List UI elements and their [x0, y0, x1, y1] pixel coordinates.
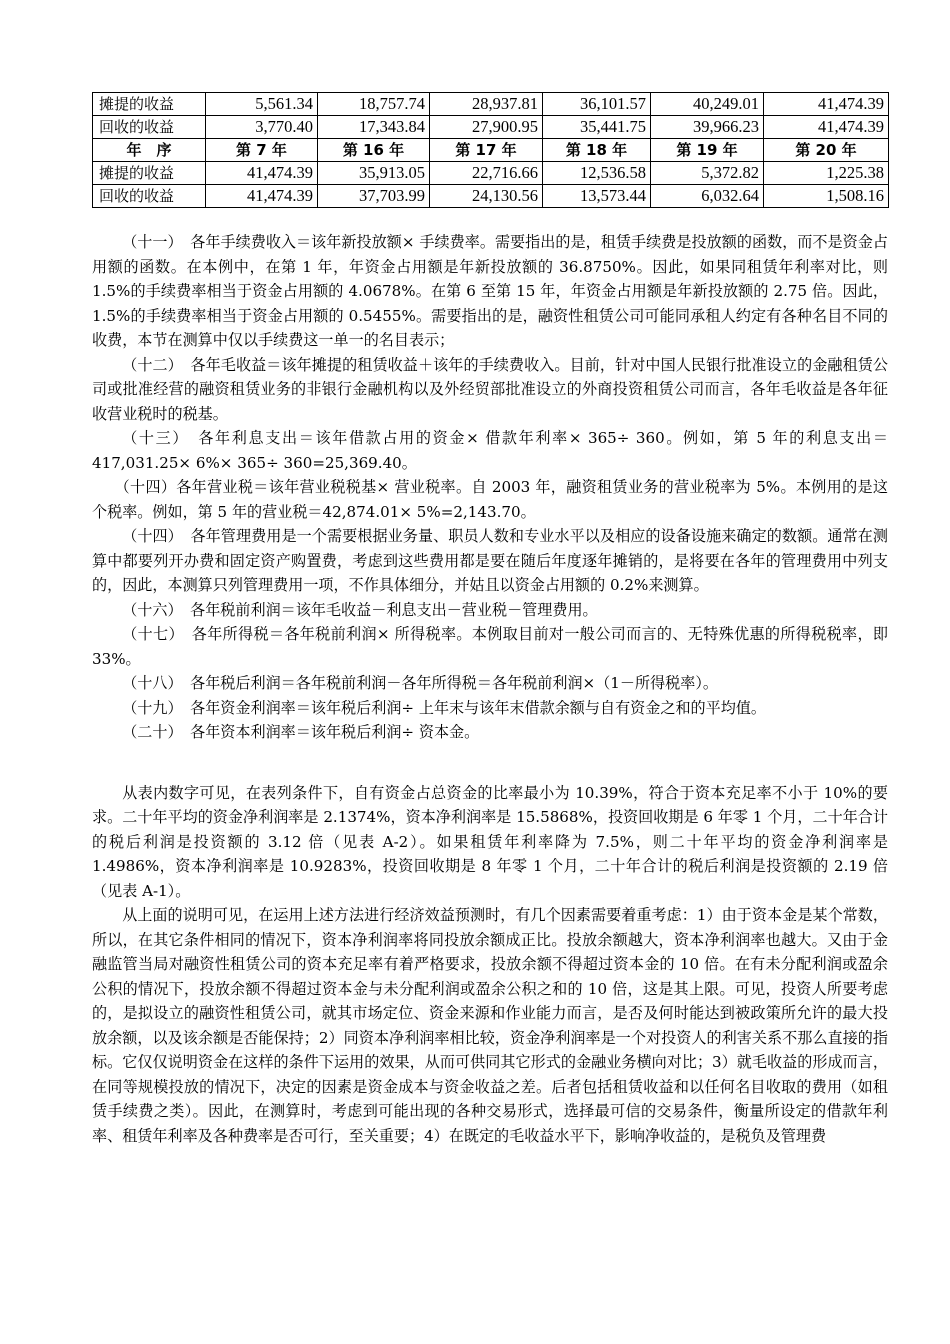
- table-cell: 36,101.57: [543, 93, 651, 116]
- note-item: （十三） 各年利息支出＝该年借款占用的资金× 借款年利率× 365÷ 360。例如，第 5 年的利息支出＝417,031.25× 6%× 365÷ 360=25,369.40。: [92, 429, 888, 472]
- body-paragraph: 从上面的说明可见，在运用上述方法进行经济效益预测时，有几个因素需要着重考虑：1）由于资本金是某个常数，所以，在其它条件相同的情况下，资本净利润率将同投放余额成正比。投放余额越大，资本净利润率也越大。又由于金融监管当局对融资性租赁公司的资本充足率有着严格要求，投放余额不得超过资本金的 10 倍。在有未分配利润或盈余公积的情况下，投放余额不得超过资本金与未分配利润或盈余公积之和的 10 倍，这是其上限。可见，投资人所要考虑的，是拟设立的融资性租赁公司，就其市场定位、资金来源和作业能力而言，是否及何时能达到被政策所允许的最大投放余额，以及该余额是否能保持；2）同资本净利润率相比较，资金净利润率是一个对投资人的利害关系不那么直接的指标。它仅仅说明资金在这样的条件下运用的效果，从而可供同其它形式的金融业务横向对比；3）就毛收益的形成而言，在同等规模投放的情况下，决定的因素是资金成本与资金收益之差。后者包括租赁收益和以任何名目收取的费用（如租赁手续费之类）。因此，在测算时，考虑到可能出现的各种交易形式，选择最可信的交易条件，衡量所设定的借款年利率、租赁年利率及各种费率是否可行，至关重要；4）在既定的毛收益水平下，影响净收益的，是税负及管理费: [92, 906, 888, 1145]
- table-cell: 41,474.39: [764, 93, 889, 116]
- table-cell: 3,770.40: [206, 116, 318, 139]
- table-row: [93, 93, 889, 116]
- table-cell: 24,130.56: [430, 185, 543, 208]
- row-label: 摊提的收益: [93, 162, 206, 185]
- note-item: （十四） 各年管理费用是一个需要根据业务量、职员人数和专业水平以及相应的设备设施来确定的数额。通常在测算中都要列开办费和固定资产购置费，考虑到这些费用都是要在随后年度逐年摊销的，是将要在各年的管理费用中列支的，因此，本测算只列管理费用一项，不作具体细分，并姑且以资金占用额的 0.2%来测算。: [92, 527, 888, 594]
- table-cell: 40,249.01: [651, 93, 764, 116]
- table-cell: 13,573.44: [543, 185, 651, 208]
- table-cell: 6,032.64: [651, 185, 764, 208]
- column-header: 第 16 年: [318, 139, 430, 162]
- column-header: 第 20 年: [764, 139, 889, 162]
- body-paragraph: 从表内数字可见，在表列条件下，自有资金占总资金的比率最小为 10.39%，符合于资本充足率不小于 10%的要求。二十年平均的资金净利润率是 2.1374%，资本净利润率是 15.5868%，投资回收期是 6 年零 1 个月，二十年合计的税后利润是投资额的 3.12 倍（见表 A-2）。如果租赁年利率降为 7.5%，则二十年平均的资金净利润率是 1.4986%，资本净利润率是 10.9283%，投资回收期是 8 年零 1 个月，二十年合计的税后利润是投资额的 2.19 倍（见表 A-1）。: [92, 783, 888, 900]
- table-cell: 35,441.75: [543, 116, 651, 139]
- column-header: 第 19 年: [651, 139, 764, 162]
- notes-section: [92, 230, 888, 745]
- table-cell: 41,474.39: [764, 116, 889, 139]
- table-cell: 17,343.84: [318, 116, 430, 139]
- table-cell: 41,474.39: [206, 162, 318, 185]
- table-cell: 5,372.82: [651, 162, 764, 185]
- table-cell: 39,966.23: [651, 116, 764, 139]
- table-cell: 37,703.99: [318, 185, 430, 208]
- table-row: [93, 116, 889, 139]
- column-header: 第 17 年: [430, 139, 543, 162]
- table-cell: 27,900.95: [430, 116, 543, 139]
- table-cell: 28,937.81: [430, 93, 543, 116]
- note-item: （二十） 各年资本利润率＝该年税后利润÷ 资本金。: [122, 723, 480, 741]
- note-item: （十四）各年营业税＝该年营业税税基× 营业税率。自 2003 年，融资租赁业务的营业税率为 5%。本例用的是这个税率。例如，第 5 年的营业税＝42,874.01× 5%=2,143.70。: [92, 478, 888, 521]
- table-cell: 18,757.74: [318, 93, 430, 116]
- table-cell: 1,508.16: [764, 185, 889, 208]
- table-cell: 12,536.58: [543, 162, 651, 185]
- table-header-row: [93, 139, 889, 162]
- document-page: [92, 92, 888, 1148]
- body-section: [92, 781, 888, 1149]
- table-row: [93, 185, 889, 208]
- table-cell: 1,225.38: [764, 162, 889, 185]
- income-table: [92, 92, 889, 208]
- table-row: [93, 162, 889, 185]
- note-item: （十二） 各年毛收益＝该年摊提的租赁收益＋该年的手续费收入。目前，针对中国人民银行批准设立的金融租赁公司或批准经营的融资租赁业务的非银行金融机构以及外经贸部批准设立的外商投资租赁公司而言，各年毛收益是各年征收营业税时的税基。: [92, 355, 888, 423]
- row-label: 回收的收益: [93, 185, 206, 208]
- table-cell: 41,474.39: [206, 185, 318, 208]
- column-header: 第 7 年: [206, 139, 318, 162]
- note-item: （十九） 各年资金利润率＝该年税后利润÷ 上年末与该年末借款余额与自有资金之和的平均值。: [122, 698, 767, 717]
- row-label: 回收的收益: [93, 116, 206, 139]
- column-header: 第 18 年: [543, 139, 651, 162]
- column-header: 年 序: [93, 139, 206, 162]
- note-item: （十六） 各年税前利润＝该年毛收益－利息支出－营业税－管理费用。: [122, 600, 598, 619]
- table-cell: 5,561.34: [206, 93, 318, 116]
- table-cell: 35,913.05: [318, 162, 430, 185]
- table-cell: 22,716.66: [430, 162, 543, 185]
- note-item: （十八） 各年税后利润＝各年税前利润－各年所得税＝各年税前利润×（1－所得税率）。: [122, 674, 718, 692]
- note-item: （十七） 各年所得税＝各年税前利润× 所得税率。本例取目前对一般公司而言的、无特殊优惠的所得税税率，即 33%。: [92, 625, 888, 668]
- note-item: （十一） 各年手续费收入＝该年新投放额× 手续费率。需要指出的是，租赁手续费是投放额的函数，而不是资金占用额的函数。在本例中，在第 1 年，年资金占用额是年新投放额的 36.8750%。因此，如果同租赁年利率对比，则 1.5%的手续费率相当于资金占用额的 4.0678%。在第 6 至第 15 年，年资金占用额是年新投放额的 2.75 倍。因此，1.5%的手续费率相当于资金占用额的 0.5455%。需要指出的是，融资性租赁公司可能同承租人约定有各种名目不同的收费，本节在测算中仅以手续费这一单一的名目表示；: [92, 233, 888, 349]
- row-label: 摊提的收益: [93, 93, 206, 116]
